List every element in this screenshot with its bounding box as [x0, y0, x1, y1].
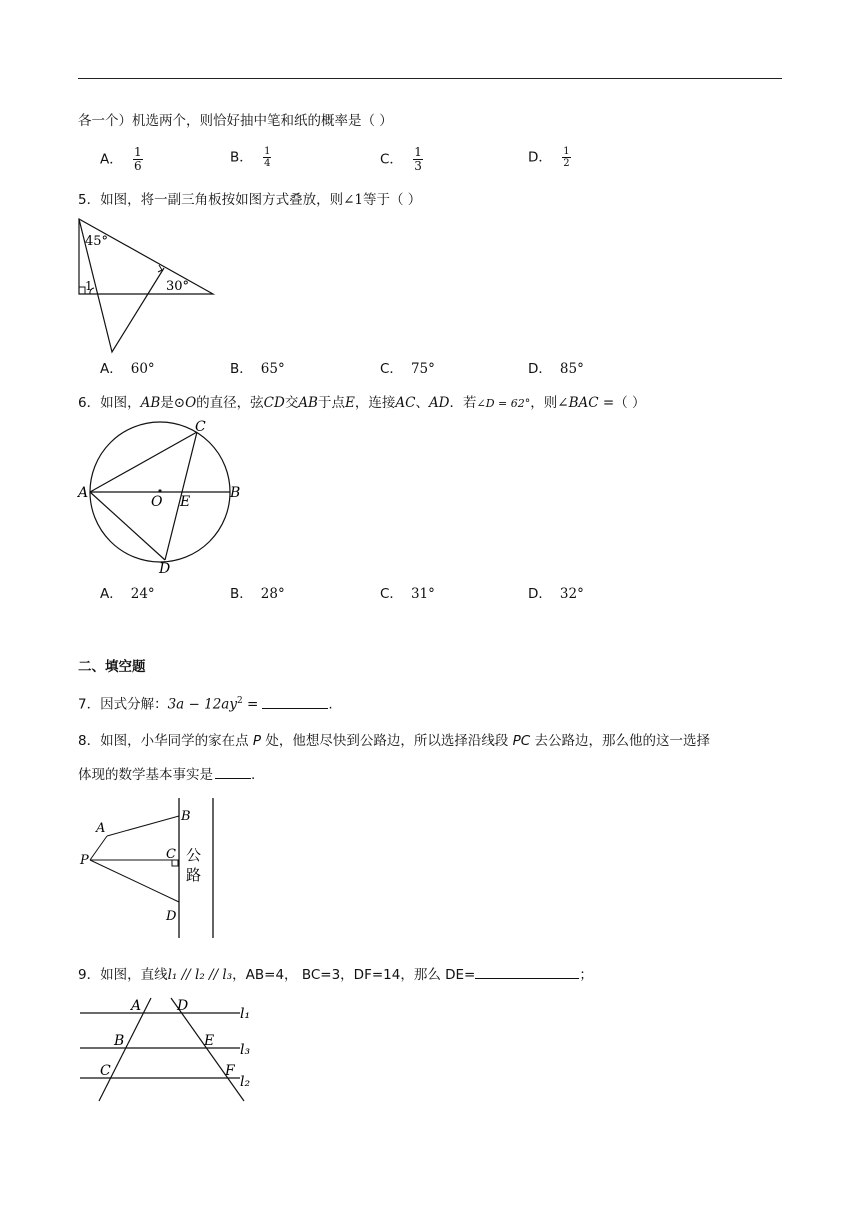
- option-letter: A．: [100, 361, 123, 377]
- q4-option-b[interactable]: [230, 146, 271, 169]
- q9-stem: [78, 966, 593, 984]
- numerator: 1: [563, 146, 570, 157]
- angle-symbol: ∠1: [343, 192, 363, 208]
- denominator: 3: [414, 159, 422, 173]
- segment-pa: [90, 836, 107, 860]
- option-letter: A．: [100, 586, 123, 602]
- fraction: [562, 146, 570, 169]
- text: 处，他想尽快到公路边，所以选择沿线段: [261, 733, 513, 749]
- label-d: D: [159, 561, 171, 577]
- math: ∠D = 62°: [476, 397, 531, 410]
- question-number: 9．: [78, 967, 101, 983]
- question-number: 8．: [78, 733, 101, 749]
- option-letter: C．: [380, 586, 403, 602]
- option-value: 31°: [410, 586, 435, 602]
- math-expression: 3a − 12ay: [167, 696, 237, 713]
- q5-text: 如图，将一副三角板按如图方式叠放，则: [100, 192, 344, 208]
- text: ．若: [449, 395, 477, 411]
- math: AC: [395, 395, 416, 411]
- fraction: [413, 146, 423, 173]
- q5-text-end: 等于（ ）: [363, 192, 422, 208]
- label-e: E: [204, 1033, 215, 1049]
- option-value: 32°: [559, 586, 584, 602]
- q9-parallel-lines-figure: [76, 994, 266, 1106]
- text: 是: [160, 395, 174, 411]
- math: PC: [512, 733, 531, 749]
- label-b: B: [114, 1033, 125, 1049]
- denominator: 4: [264, 158, 271, 169]
- label-l2: l₂: [240, 1074, 251, 1090]
- q5-option-d[interactable]: [528, 360, 584, 378]
- text: ，AB=4， BC=3，DF=14，那么 DE=: [232, 967, 476, 983]
- option-value: 60°: [130, 361, 155, 377]
- q6-option-d[interactable]: [528, 585, 584, 603]
- numerator: 1: [414, 145, 422, 159]
- numerator: 1: [264, 146, 271, 157]
- q6-circle-figure: [74, 418, 246, 578]
- label-l1: l₁: [240, 1006, 251, 1022]
- label-l3: l₃: [240, 1042, 251, 1058]
- angle-45-label: 45°: [85, 234, 109, 249]
- q4-text: 各一个）机选两个，则恰好抽中笔和纸的概率是（ ）: [78, 113, 393, 129]
- math: CD: [263, 395, 285, 411]
- angle-1-label: 1: [85, 279, 93, 293]
- right-angle-mark: [158, 265, 162, 272]
- math: AB: [140, 395, 161, 411]
- text: （ ）: [614, 395, 646, 411]
- option-letter: B．: [230, 361, 253, 377]
- option-letter: A．: [100, 151, 123, 168]
- answer-blank[interactable]: [262, 696, 328, 709]
- label-a: A: [96, 821, 106, 836]
- label-d: D: [177, 998, 189, 1014]
- text: 体现的数学基本事实是: [78, 767, 213, 783]
- road-label-1: 公: [186, 846, 202, 864]
- option-value: 24°: [130, 586, 155, 602]
- period: .: [251, 767, 256, 783]
- option-value: 75°: [410, 361, 435, 377]
- math: AD: [428, 395, 450, 411]
- text: 如图，: [100, 395, 141, 411]
- math: l₁ // l₂ // l₃: [167, 967, 233, 983]
- math: ∠BAC =: [557, 395, 615, 411]
- q4-option-a[interactable]: [100, 146, 143, 173]
- q5-option-c[interactable]: [380, 360, 435, 378]
- road-label-2: 路: [186, 866, 202, 884]
- segment-pd: [90, 860, 179, 902]
- q8-road-figure: [76, 794, 222, 942]
- label-e: E: [180, 494, 191, 510]
- text: 交: [284, 395, 299, 411]
- triangle-45: [79, 219, 213, 294]
- option-value: 65°: [260, 361, 285, 377]
- label-f: F: [225, 1063, 235, 1079]
- option-letter: C．: [380, 361, 403, 377]
- label-c: C: [100, 1063, 111, 1079]
- answer-blank[interactable]: [215, 766, 251, 779]
- option-value: 28°: [260, 586, 285, 602]
- math: E: [344, 395, 355, 411]
- math-equals: =: [242, 696, 259, 713]
- q8-stem-line2: [78, 766, 255, 784]
- fraction: [263, 146, 271, 169]
- math: ⊙O: [173, 395, 197, 411]
- label-c: C: [195, 419, 206, 435]
- header-rule: [78, 78, 782, 79]
- q5-option-b[interactable]: [230, 360, 285, 378]
- q6-option-b[interactable]: [230, 585, 285, 603]
- exponent: 2: [236, 696, 243, 706]
- q7-stem: [78, 692, 333, 714]
- center-dot: [158, 489, 161, 492]
- question-number: 6．: [78, 395, 101, 411]
- section-title: 二、填空题: [78, 659, 146, 675]
- semicolon: ；: [579, 967, 593, 983]
- option-letter: B．: [230, 586, 253, 602]
- q5-stem: [78, 191, 421, 209]
- math: AB: [298, 395, 318, 411]
- option-letter: B．: [230, 149, 253, 166]
- option-letter: C．: [380, 151, 403, 168]
- segment-ab: [107, 816, 179, 836]
- label-c: C: [166, 847, 176, 862]
- q6-stem: [78, 394, 645, 413]
- text: ，则: [530, 395, 558, 411]
- text: 如图，小华同学的家在点: [100, 733, 253, 749]
- q5-triangles-figure: [72, 212, 222, 357]
- text: 去公路边，那么他的这一选择: [530, 733, 711, 749]
- label-p: P: [80, 853, 89, 868]
- option-letter: D．: [528, 586, 552, 602]
- label-o: O: [151, 494, 163, 510]
- option-letter: D．: [528, 149, 552, 166]
- label-a: A: [131, 998, 142, 1014]
- text: 如图，直线: [100, 967, 168, 983]
- numerator: 1: [134, 145, 142, 159]
- text: 、: [415, 395, 429, 411]
- q6-option-a[interactable]: [100, 585, 155, 603]
- question-number: 7．: [78, 696, 101, 713]
- option-value: 85°: [559, 361, 584, 377]
- q4-option-d[interactable]: [528, 146, 571, 169]
- text: 于点: [317, 395, 345, 411]
- option-letter: D．: [528, 361, 552, 377]
- angle-30-label: 30°: [166, 279, 190, 294]
- text: 因式分解：: [100, 696, 168, 713]
- period: .: [328, 696, 333, 713]
- text: ，连接: [354, 395, 396, 411]
- q6-option-c[interactable]: [380, 585, 435, 603]
- denominator: 6: [134, 159, 142, 173]
- label-a: A: [78, 485, 89, 501]
- label-b: B: [230, 485, 241, 501]
- q5-option-a[interactable]: [100, 360, 155, 378]
- answer-blank[interactable]: [475, 966, 579, 979]
- text: 的直径，弦: [196, 395, 264, 411]
- fraction: [133, 146, 143, 173]
- denominator: 2: [563, 158, 570, 169]
- math: P: [252, 733, 262, 749]
- label-d: D: [166, 909, 177, 924]
- q8-stem-line1: [78, 732, 710, 750]
- q4-option-c[interactable]: [380, 146, 423, 173]
- label-b: B: [181, 809, 191, 824]
- question-number: 5．: [78, 192, 101, 208]
- chord-ac: [90, 432, 197, 492]
